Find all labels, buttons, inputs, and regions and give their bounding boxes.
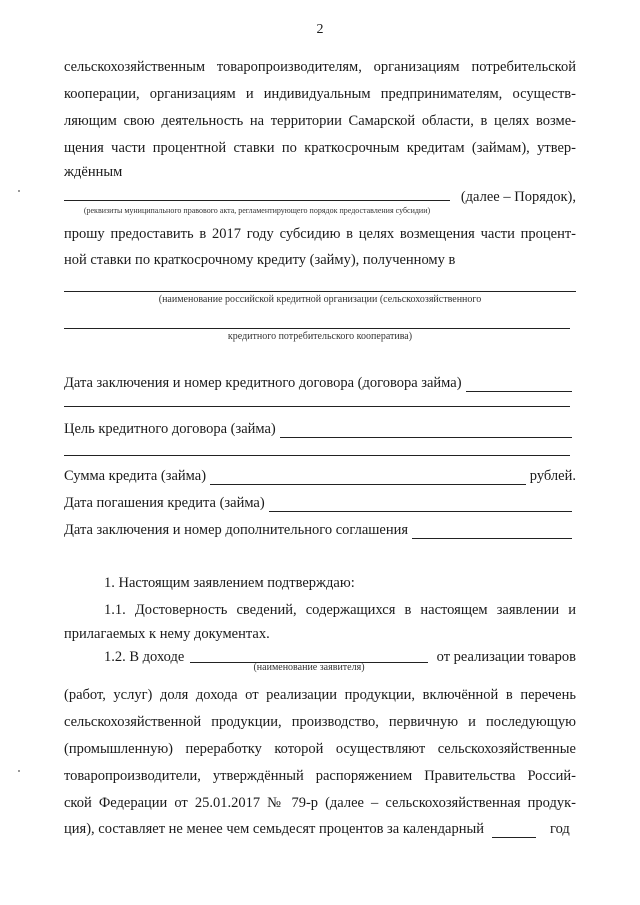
body-line-4: товаропроизводители, утверждённый распоряжением Правительства Россий- <box>64 768 576 784</box>
intro-line-1: сельскохозяйственным товаропроизводителям, организациям потребительской <box>64 59 576 75</box>
item-1-1-line-1: 1.1. Достоверность сведений, содержащихся в настоящем заявлении и <box>104 602 576 618</box>
contract-purpose-label: Цель кредитного договора (займа) <box>64 421 276 437</box>
item-1-1-line-2: прилагаемых к нему документах. <box>64 626 270 642</box>
supplement-label: Дата заключения и номер дополнительного соглашения <box>64 522 409 538</box>
year-blank[interactable] <box>492 823 536 838</box>
requisites-blank[interactable] <box>64 200 450 201</box>
repayment-date-row <box>64 494 576 512</box>
scan-mark <box>18 190 20 192</box>
body-line-3: (промышленную) переработку которой осуществляют сельскохозяйственные <box>64 741 576 757</box>
loan-amount-unit: рублей. <box>529 468 576 484</box>
bank-blank-2[interactable] <box>64 328 570 329</box>
last-line-row <box>64 820 576 838</box>
requisites-caption: (реквизиты муниципального правового акта, регламентирующего порядок предоставления субсидии) <box>83 206 431 215</box>
bank-caption-1: (наименование российской кредитной организации (сельскохозяйственного <box>158 294 482 305</box>
intro-line-4: щения части процентной ставки по краткосрочным кредитам (займам), утвер- <box>64 140 576 156</box>
loan-amount-label: Сумма кредита (займа) <box>64 468 207 484</box>
item-1-2-prefix: 1.2. В доходе <box>104 649 185 665</box>
bank-caption-2: кредитного потребительского кооператива) <box>227 331 413 342</box>
last-line-prefix: ция), составляет не менее чем семьдесят процентов за календарный <box>64 821 484 837</box>
loan-amount-blank[interactable] <box>210 470 526 485</box>
contract-date-row <box>64 374 576 392</box>
intro-line-5: ждённым <box>64 164 123 180</box>
contract-date-blank[interactable] <box>466 377 572 392</box>
contract-purpose-blank[interactable] <box>280 423 572 438</box>
repayment-date-label: Дата погашения кредита (займа) <box>64 495 265 511</box>
request-line-2: ной ставки по краткосрочному кредиту (займу), полученному в <box>64 252 456 268</box>
intro-line-2: кооперации, организациям и индивидуальным предпринимателям, осуществ- <box>64 86 576 102</box>
contract-date-label: Дата заключения и номер кредитного договора (договора займа) <box>64 375 462 391</box>
loan-amount-row <box>64 467 576 485</box>
repayment-date-blank[interactable] <box>269 497 572 512</box>
contract-date-blank-2[interactable] <box>64 406 570 407</box>
last-line-suffix: год <box>549 821 570 837</box>
intro-line-3: ляющим свою деятельность на территории Самарской области, в целях возме- <box>64 113 576 129</box>
contract-purpose-row <box>64 420 576 438</box>
contract-purpose-blank-2[interactable] <box>64 455 570 456</box>
applicant-caption: (наименование заявителя) <box>253 662 365 673</box>
after-requisites-text: (далее – Порядок), <box>460 189 576 205</box>
section-1-heading: 1. Настоящим заявлением подтверждаю: <box>104 575 355 591</box>
page-number: 2 <box>316 22 324 37</box>
body-line-2: сельскохозяйственной продукции, производство, первичную и последующую <box>64 714 576 730</box>
body-line-1: (работ, услуг) доля дохода от реализации продукции, включённой в перечень <box>64 687 576 703</box>
supplement-blank[interactable] <box>412 524 572 539</box>
supplement-row <box>64 521 576 539</box>
scan-mark <box>18 770 20 772</box>
request-line-1: прошу предоставить в 2017 году субсидию в целях возмещения части процент- <box>64 226 576 242</box>
item-1-2-suffix: от реализации товаров <box>436 649 576 665</box>
body-line-5: ской Федерации от 25.01.2017 № 79-р (далее – сельскохозяйственная продук- <box>64 795 576 811</box>
bank-blank-1[interactable] <box>64 291 576 292</box>
